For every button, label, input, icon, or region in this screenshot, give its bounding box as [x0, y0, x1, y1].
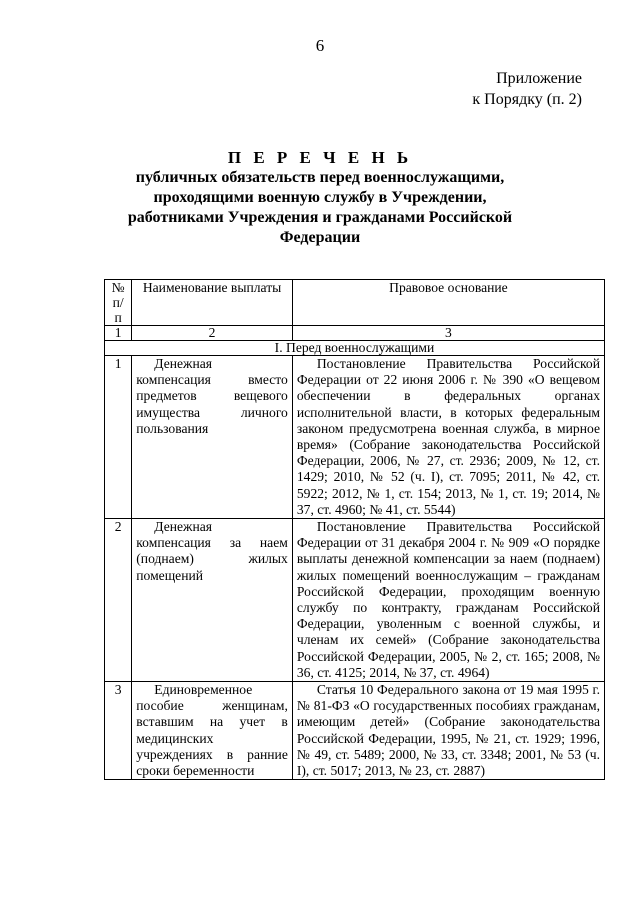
table-header-row [105, 280, 605, 326]
document-title: П Е Р Е Ч Е Н Ь [227, 148, 413, 167]
row-number: 1 [105, 356, 132, 519]
legal-basis: Постановление Правительства Российской Федерации от 22 июня 2006 г. № 390 «О вещевом обеспечении в федеральных органах исполнительной власти, в которых федеральным законом предусмотрена военная служба, в мирное время» (Собрание законодательства Российской Федерации, 2006, № 27, ст. 2936; 2009, № 12, ст. 1429; 2010, № 52 (ч. I), ст. 7095; 2011, № 42, ст. 5922; 2012, № 1, ст. 154; 2013, № 1, ст. 19; 2014, № 37, ст. 4960; № 41, ст. 5544) [292, 356, 604, 519]
section-row [105, 341, 605, 356]
page-number: 6 [315, 36, 325, 55]
obligations-table [104, 279, 605, 780]
appendix-line-1: Приложение [496, 70, 582, 87]
payment-name: Денежная компенсация вместо предметов вещевого имущества личного пользования [132, 356, 293, 519]
document-heading [0, 148, 640, 248]
legal-basis: Статья 10 Федерального закона от 19 мая 1995 г. № 81-ФЗ «О государственных пособиях гражданам, имеющим детей» (Собрание законодательства Российской Федерации, 1995, № 21, ст. 1929; 1996, № 49, ст. 5489; 2000, № 33, ст. 3348; 2001, № 53 (ч. I), ст. 5017; 2013, № 23, ст. 2887) [292, 682, 604, 780]
table-row [105, 519, 605, 682]
appendix-note [472, 68, 582, 110]
payment-name: Денежная компенсация за наем (поднаем) жилых помещений [132, 519, 293, 682]
row-number: 3 [105, 682, 132, 780]
appendix-line-2: к Порядку (п. 2) [472, 91, 582, 108]
column-number: 3 [292, 326, 604, 341]
table-row [105, 356, 605, 519]
table-row [105, 682, 605, 780]
column-number: 2 [132, 326, 293, 341]
column-number-row [105, 326, 605, 341]
column-number: 1 [105, 326, 132, 341]
header-legal-basis: Правовое основание [292, 280, 604, 326]
legal-basis: Постановление Правительства Российской Федерации от 31 декабря 2004 г. № 909 «О порядке выплаты денежной компенсации за наем (поднаем) жилых помещений военнослужащим – гражданам Российской Федерации, проходящим военную службу по контракту, гражданам Российской Федерации, уволенным с военной службы, и членам их семей» (Собрание законодательства Российской Федерации, 2005, № 2, ст. 165; 2008, № 36, ст. 4125; 2014, № 37, ст. 4964) [292, 519, 604, 682]
document-subtitle: публичных обязательств перед военнослужащими, проходящими военную службу в Учреждении, работниками Учреждения и гражданами Российской Федерации [127, 169, 513, 246]
section-title: I. Перед военнослужащими [105, 341, 605, 356]
header-payment-name: Наименование выплаты [132, 280, 293, 326]
row-number: 2 [105, 519, 132, 682]
header-number: № п/п [105, 280, 132, 326]
payment-name: Единовременное пособие женщинам, вставшим на учет в медицинских учреждениях в ранние сроки беременности [132, 682, 293, 780]
